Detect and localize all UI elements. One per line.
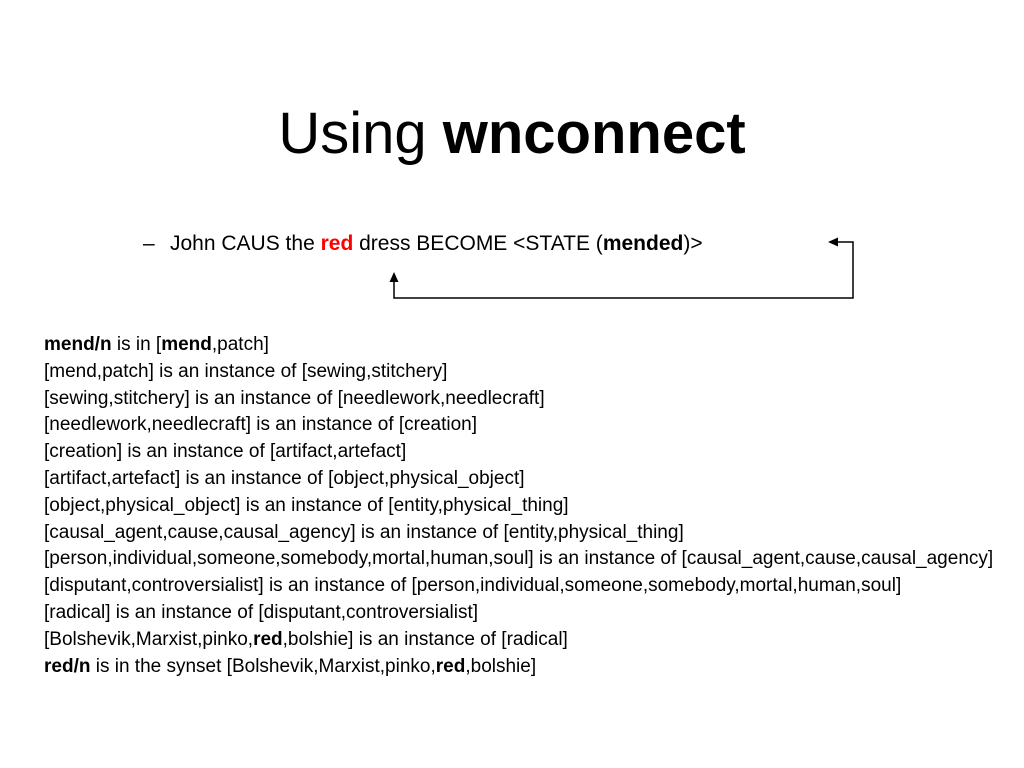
chain-line xyxy=(44,573,1024,600)
chain-bold-term: mend/n xyxy=(44,334,112,355)
arrowhead-up-icon xyxy=(390,272,399,282)
chain-line xyxy=(44,412,1024,439)
arrowhead-left-icon xyxy=(828,238,838,247)
chain-text: is in [ xyxy=(111,334,162,355)
chain-text: [artifact,artefact] is an instance of [object,physical_object] xyxy=(44,467,525,489)
bullet-text-2: dress BECOME <STATE ( xyxy=(353,232,603,255)
chain-bold-term: red/n xyxy=(44,655,91,677)
chain-text: [mend,patch] is an instance of [sewing,stitchery] xyxy=(44,360,448,382)
chain-text: [needlework,needlecraft] is an instance of [creation] xyxy=(44,414,478,436)
chain-text: [object,physical_object] is an instance of [entity,physical_thing] xyxy=(44,494,569,516)
chain-bold-term: mend xyxy=(161,334,212,355)
bullet-text-3: )> xyxy=(683,232,703,255)
chain-text: is in the synset [Bolshevik,Marxist,pinko, xyxy=(90,655,436,677)
slide-title xyxy=(0,98,1024,170)
chain-text: [Bolshevik,Marxist,pinko, xyxy=(44,628,254,650)
chain-line xyxy=(44,332,1024,359)
chain-line xyxy=(44,386,1024,413)
chain-text: [disputant,controversialist] is an instance of [person,individual,someone,somebody,mortal,human,soul] xyxy=(44,575,902,597)
chain-line xyxy=(44,627,1024,654)
chain-line xyxy=(44,493,1024,520)
chain-text: [radical] is an instance of [disputant,controversialist] xyxy=(44,601,479,623)
chain-text: ,bolshie] is an instance of [radical] xyxy=(282,628,568,650)
chain-line xyxy=(44,654,1024,681)
chain-text: [causal_agent,cause,causal_agency] is an instance of [entity,physical_thing] xyxy=(44,521,684,543)
chain-bold-term: red xyxy=(253,628,283,650)
chain-text: ,bolshie] xyxy=(465,655,537,677)
chain-line xyxy=(44,520,1024,547)
bullet-mended-word: mended xyxy=(602,232,684,255)
chain-line xyxy=(44,466,1024,493)
chain-bold-term: red xyxy=(435,655,466,677)
chain-text: ,patch] xyxy=(211,334,269,355)
chain-line xyxy=(44,439,1024,466)
chain-text: [person,individual,someone,somebody,mortal,human,soul] is an instance of [causal_agent,cause,causal_agency] xyxy=(44,548,994,570)
chain-line xyxy=(44,546,1024,573)
chain-text: [creation] is an instance of [artifact,artefact] xyxy=(44,441,407,463)
title-strong: wnconnect xyxy=(442,101,746,166)
connection-line xyxy=(394,242,853,298)
bullet-red-word: red xyxy=(320,232,354,255)
chain-line xyxy=(44,600,1024,627)
chain-text: [sewing,stitchery] is an instance of [needlework,needlecraft] xyxy=(44,387,545,409)
title-prefix: Using xyxy=(278,101,443,166)
wordnet-chain xyxy=(44,332,1024,680)
chain-line xyxy=(44,359,1024,386)
bullet-text-1: John CAUS the xyxy=(170,232,321,255)
bullet-dash: – xyxy=(143,232,155,255)
connection-arrow xyxy=(380,232,870,307)
